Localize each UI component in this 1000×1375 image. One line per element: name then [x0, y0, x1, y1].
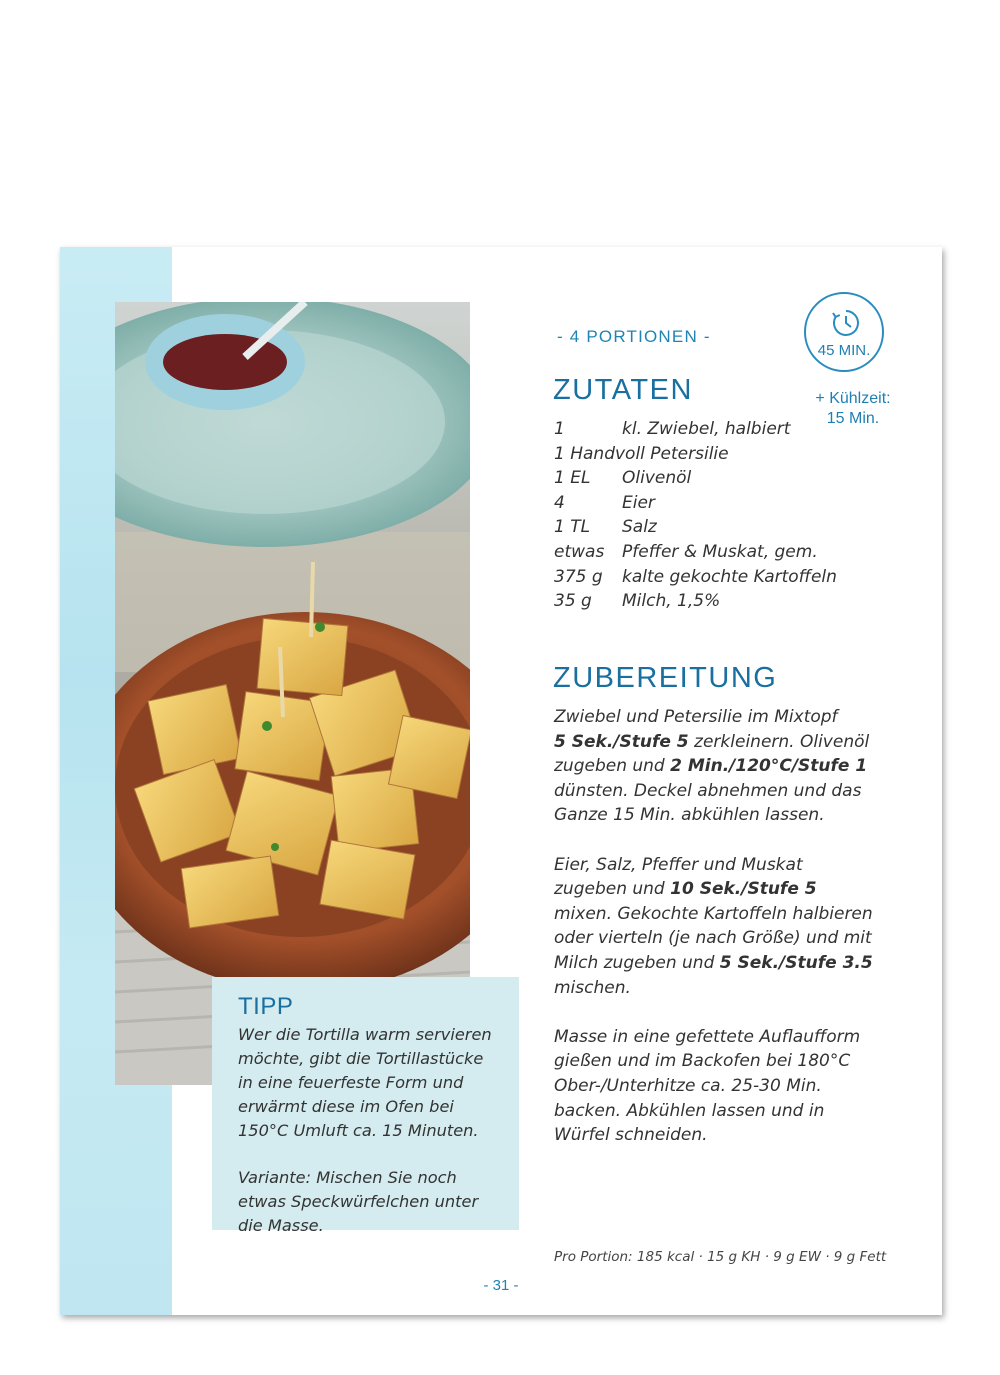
ingredient-row — [554, 540, 854, 565]
ingredient-row — [554, 417, 854, 442]
tip-title: TIPP — [238, 993, 294, 1020]
clock-icon — [831, 308, 861, 338]
ingredient-amount: 1 TL — [554, 517, 591, 538]
tip-variant: Variante: Mischen Sie noch etwas Speckwürfelchen unter die Masse. — [238, 1168, 479, 1235]
ingredient-amount: etwas — [554, 541, 605, 562]
portions-label: - 4 PORTIONEN - — [557, 327, 711, 346]
preparation-title: ZUBEREITUNG — [553, 662, 778, 694]
step-text: dünsten. Deckel abnehmen und das Ganze 15 Min. abkühlen lassen. — [554, 780, 862, 826]
ingredient-amount: 4 — [554, 492, 565, 513]
chill-time-line1: + Kühlzeit: — [815, 390, 891, 407]
tip-text: Wer die Tortilla warm servieren möchte, gibt die Tortillastücke in eine feuerfeste Form und erwärmt diese im Ofen bei 150°C Umluft ca. 15 Minuten. — [238, 1025, 492, 1140]
ingredient-row — [554, 565, 854, 590]
step-setting: 10 Sek./Stufe 5 — [670, 879, 817, 900]
ingredient-name: Pfeffer & Muskat, gem. — [622, 541, 818, 562]
ingredient-name: Eier — [622, 492, 655, 513]
ingredients-title: ZUTATEN — [553, 374, 693, 406]
ingredient-row — [554, 491, 854, 516]
step-text: Eier, Salz, Pfeffer und Muskat zugeben und — [554, 854, 803, 900]
tortilla-photo-image — [115, 302, 470, 1085]
preparation-step-3: Masse in eine gefettete Auflaufform gießen und im Backofen bei 180°C Ober-/Unterhitze ca. 25-30 Min. backen. Abkühlen lassen und in Würfel schneiden. — [554, 1026, 861, 1146]
time-label: 45 MIN. — [817, 342, 871, 359]
ingredient-name: kl. Zwiebel, halbiert — [622, 419, 791, 439]
step-text: Zwiebel und Petersilie im Mixtopf — [554, 707, 838, 727]
recipe-page — [60, 247, 942, 1315]
ingredient-amount: 1 — [554, 419, 565, 439]
step-setting: 5 Sek./Stufe 5 — [554, 731, 689, 752]
ingredient-row — [554, 589, 854, 614]
ingredients-list — [554, 417, 854, 614]
step-text: mixen. Gekochte Kartoffeln halbieren oder vierteln (je nach Größe) und mit Milch zugeben und — [554, 903, 873, 973]
page-number: - 31 - — [483, 1277, 519, 1294]
ingredient-amount: 375 g — [554, 566, 603, 587]
chill-time-line2: 15 Min. — [826, 410, 880, 427]
ingredient-name: Olivenöl — [622, 468, 692, 489]
step-text: zerkleinern. Olivenöl zugeben und — [554, 731, 870, 777]
nutrition-info: Pro Portion: 185 kcal · 15 g KH · 9 g EW · 9 g Fett — [554, 1249, 887, 1265]
ingredient-name: Milch, 1,5% — [622, 591, 721, 612]
preparation-step-1 — [554, 705, 874, 828]
ingredient-amount: 1 EL — [554, 468, 591, 489]
preparation-steps — [554, 705, 874, 1172]
step-setting: 2 Min./120°C/Stufe 1 — [670, 756, 868, 777]
ingredient-row — [554, 515, 854, 540]
step-text: mischen. — [554, 977, 631, 998]
ingredient-amount: 35 g — [554, 591, 592, 612]
ingredient-row — [554, 466, 854, 491]
ingredient-name: kalte gekochte Kartoffeln — [622, 566, 837, 587]
ingredient-name: Salz — [622, 517, 657, 538]
time-badge — [804, 292, 884, 372]
step-setting: 5 Sek./Stufe 3.5 — [719, 952, 873, 973]
recipe-photo — [115, 302, 470, 1085]
ingredient-row — [554, 442, 854, 467]
tip-box — [212, 977, 519, 1235]
ingredient-amount: 1 Handvoll Petersilie — [554, 443, 729, 464]
preparation-step-2 — [554, 853, 874, 1001]
